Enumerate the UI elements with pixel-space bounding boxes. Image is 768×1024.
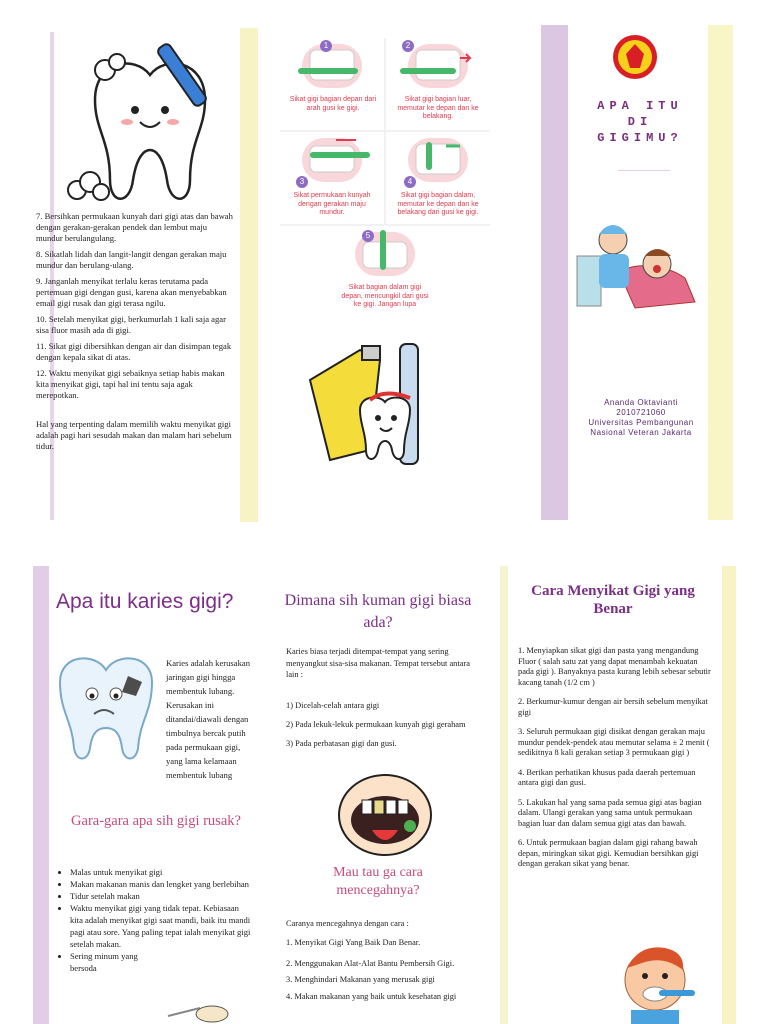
step-panel xyxy=(280,132,384,224)
cover-title-line: APA ITU xyxy=(597,99,683,113)
place-item: 2) Pada lekuk-lekuk permukaan kunyah gigi geraham xyxy=(286,720,466,729)
soda-drink-icon xyxy=(160,996,230,1024)
tip-note: Hal yang terpenting dalam memilih waktu menyikat gigi adalah pagi hari sesudah makan dan malam hari sebelum tidur. xyxy=(36,419,232,451)
brushing-step: 4. Berikan perhatikan khusus pada daerah pertemuan antara gigi dan gusi. xyxy=(518,767,696,787)
teeth-icon xyxy=(386,132,490,188)
step-caption: Sikat permukaan kunyah dengan gerakan maju mundur. xyxy=(293,192,371,216)
university-seal-icon xyxy=(612,34,658,80)
causes-list xyxy=(56,866,254,974)
step-panel xyxy=(280,38,384,130)
prevent-list xyxy=(286,938,476,1002)
brushing-step: 1. Menyiapkan sikat gigi dan pasta yang mengandung Fluor ( salah satu zat yang dapat menambah kekuatan pada gigi ). Banyaknya pasta kurang lebih sebesar sebutir kacang tanah (1/2 cm ) xyxy=(518,646,711,687)
step-panel xyxy=(386,38,490,130)
rotten-mouth-illustration xyxy=(330,770,440,860)
step-panel xyxy=(280,226,490,318)
cover-title-line: DI xyxy=(627,115,653,129)
cover-title-line: GIGIMU? xyxy=(597,131,683,145)
step-number: 3 xyxy=(296,176,308,188)
prevent-item: 2. Menggunakan Alat-Alat Bantu Pembersih Gigi. xyxy=(286,958,455,968)
prevent-intro: Caranya mencegahnya dengan cara : xyxy=(286,919,409,928)
step-caption: Sikat gigi bagian depan dari arah gusi ke gigi. xyxy=(289,96,377,112)
step-caption: Sikat gigi bagian luar, memutar ke depan dan ke belakang. xyxy=(397,96,479,120)
step-caption: Sikat bagian dalam gigi depan, mencungkil dari gusi ke gigi. Jangan lupa xyxy=(341,284,429,308)
tip-item: 12. Waktu menyikat gigi sebaiknya setiap habis makan kita menyikat gigi, tapi hal ini tentu saja agak merepotkan. xyxy=(36,368,225,400)
brushing-step: 2. Berkumur-kumur dengan air bersih sebelum menyikat gigi xyxy=(518,697,708,717)
prevent-item: 1. Menyikat Gigi Yang Baik Dan Benar. xyxy=(286,938,421,947)
prevent-subtitle: Mau tau ga cara mencegahnya? xyxy=(333,865,423,898)
cause-item: • Sering minum yang bersoda xyxy=(70,950,140,974)
author-univ2: Nasional Veteran Jakarta xyxy=(590,428,692,437)
divider xyxy=(618,170,670,171)
step-number: 2 xyxy=(402,40,414,52)
tip-item: 10. Setelah menyikat gigi, berkumurlah 1 kali saja agar sisa fluor masih ada di gigi. xyxy=(36,314,226,335)
dentist-illustration xyxy=(575,212,705,322)
cause-item: • Makan makanan manis dan lengket yang berlebihan xyxy=(70,878,254,890)
tip-item: 8. Sikatlah lidah dan langit-langit dengan gerakan maju mundur dan berulang-ulang. xyxy=(36,249,227,270)
brushing-step: 6. Untuk permukaan bagian dalam gigi rahang bawah depan, miringkan sikat gigi. Kemudian bersihkan gigi dengan gerakan sikat yang benar. xyxy=(518,838,699,868)
toothpaste-toothbrush-illustration xyxy=(300,340,460,470)
author-id: 2010721060 xyxy=(616,408,666,417)
cover-title xyxy=(574,98,706,146)
germs-title: Dimana sih kuman gigi biasa ada? xyxy=(284,592,472,631)
cause-item: • Tidur setelah makan xyxy=(70,890,254,902)
teeth-icon xyxy=(280,226,490,282)
step-number: 4 xyxy=(404,176,416,188)
step-caption: Sikat gigi bagian dalam, memutar ke depan dan ke belakang dari gusi ke gigi. xyxy=(397,192,479,216)
tip-item: 11. Sikat gigi dibersihkan dengan air dan disimpan tegak dengan kepala sikat di atas. xyxy=(36,341,232,362)
caries-description: Karies adalah kerusakan jaringan gigi hingga membentuk lubang. Kerusakan ini ditandai/diawali dengan timbulnya bercak putih pada permukaan gigi, yang lama kelamaan membentuk lubang xyxy=(166,658,250,780)
brushing-tips-list xyxy=(36,211,234,452)
caries-title: Apa itu karies gigi? xyxy=(56,590,234,613)
brushing-steps-list xyxy=(518,646,714,870)
germs-intro: Karies biasa terjadi ditempat-tempat yang sering menyangkut sisa-sisa makanan. Tempat tersebut antara lain : xyxy=(286,647,470,679)
cause-item: • Waktu menyikat gigi yang tidak tepat. Kebiasaan kita adalah menyikat gigi saat mandi, baik itu mandi pagi atau sore. Yang paling tepat ialah menyikat gigi setelah makan. xyxy=(70,902,254,950)
place-item: 3) Pada perbatasan gigi dan gusi. xyxy=(286,739,397,748)
left-margin-strip xyxy=(33,566,49,1024)
teeth-icon xyxy=(280,38,384,94)
fold-strip xyxy=(500,566,508,1024)
brushing-step: 3. Seluruh permukaan gigi disikat dengan gerakan maju mundur pendek-pendek atau memutar selama ± 2 menit ( sedikitnya 8 kali gerakan setiap 3 permukaan gigi ) xyxy=(518,727,710,757)
brushing-steps-diagram xyxy=(280,38,490,318)
brushing-title: Cara Menyikat Gigi yang Benar xyxy=(531,583,695,617)
tip-item: 9. Janganlah menyikat terlalu keras terutama pada pertemuan gigi dengan gusi, karena akan menyebabkan email gigi rusak dan gigi terasa ngilu. xyxy=(36,276,227,308)
germs-places xyxy=(286,696,482,753)
prevent-item: 3. Menghindari Makanan yang merusak gigi xyxy=(286,975,435,984)
sad-tooth-illustration xyxy=(50,652,162,762)
cause-item: • Malas untuk menyikat gigi xyxy=(70,866,254,878)
fold-strip xyxy=(240,28,258,522)
right-margin-strip xyxy=(722,566,736,1024)
step-panel xyxy=(386,132,490,224)
causes-subtitle: Gara-gara apa sih gigi rusak? xyxy=(71,813,241,829)
prevent-item: 4. Makan makanan yang baik untuk kesehatan gigi xyxy=(286,991,457,1001)
author-block xyxy=(572,398,710,438)
tip-item: 7. Bersihkan permukaan kunyah dari gigi atas dan bawah dengan gerakan-gerakan pendek dan lembut maju mundur berulangulang. xyxy=(36,211,233,243)
author-name: Ananda Oktavianti xyxy=(604,398,678,407)
step-number: 1 xyxy=(320,40,332,52)
place-item: 1) Dicelah-celah antara gigi xyxy=(286,701,380,710)
author-univ: Universitas Pembangunan xyxy=(588,418,694,427)
child-brushing-illustration xyxy=(605,940,705,1024)
brushing-step: 5. Lakukan hal yang sama pada semua gigi atas bagian dalam. Ulangi gerakan yang sama untuk permukaan bagian luar dan dalam semua gigi atas dan bawah. xyxy=(518,797,702,828)
step-number: 5 xyxy=(362,230,374,242)
tooth-brushing-illustration xyxy=(55,30,240,210)
